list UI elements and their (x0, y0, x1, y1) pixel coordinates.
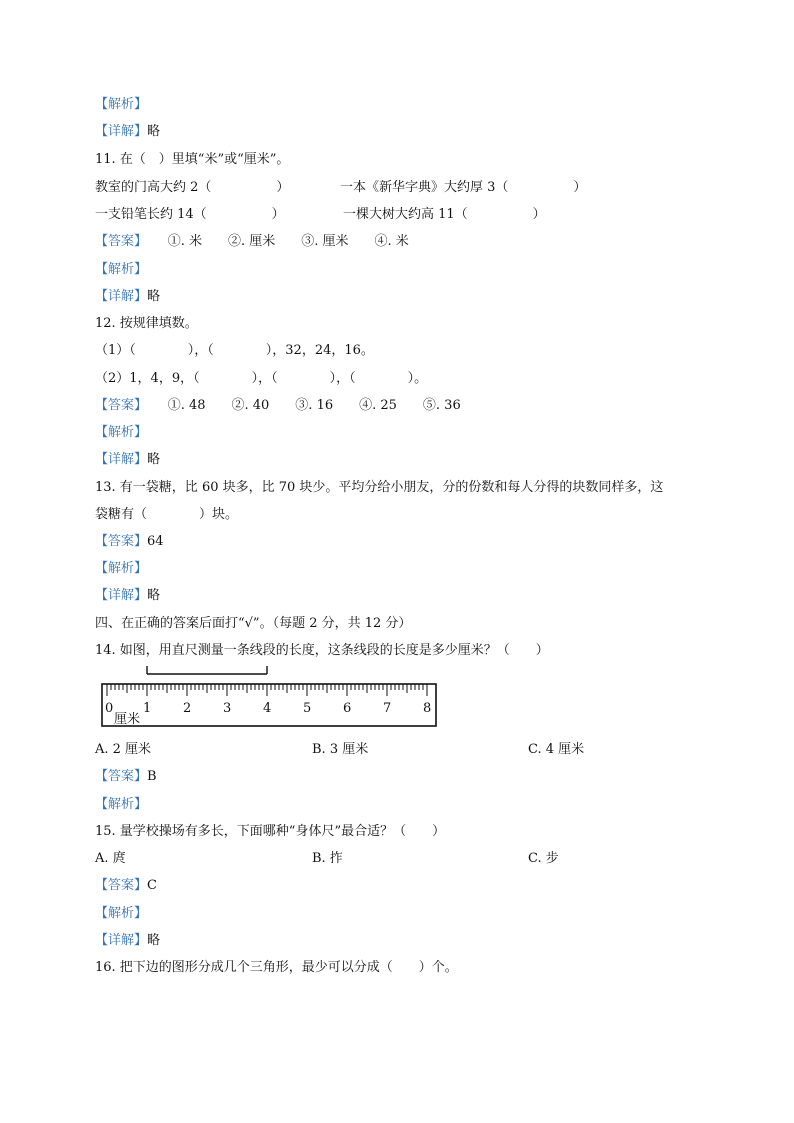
q11-answer-line (95, 233, 409, 251)
q14-stem: 14. 如图，用直尺测量一条线段的长度，这条线段的长度是多少厘米？（ ） (95, 643, 549, 658)
q12-answer-line (95, 397, 461, 415)
q11-row1-right: 一本《新华字典》大约厚 3（ ） (340, 180, 587, 195)
q10-detail-line (95, 123, 160, 141)
q14-option-c[interactable]: C. 4 厘米 (528, 742, 585, 757)
ruler-svg (100, 666, 440, 730)
q14-option-b[interactable]: B. 3 厘米 (312, 742, 369, 757)
q13-answer-text: 64 (147, 534, 164, 549)
ruler-number-label: 1 (143, 701, 152, 716)
q15-answer-line (95, 877, 157, 895)
analysis-tag: 【解析】 (95, 97, 148, 112)
q11-answer-text: ①. 米 ②. 厘米 ③. 厘米 ④. 米 (167, 234, 409, 249)
analysis-tag: 【解析】 (95, 561, 148, 576)
answer-tag: 【答案】 (95, 398, 148, 413)
q11-row1-left: 教室的门高大约 2（ ） (95, 180, 290, 195)
section4-heading: 四、在正确的答案后面打“√”。（每题 2 分，共 12 分） (95, 616, 412, 631)
q15-answer-text: C (147, 878, 157, 893)
q14-answer-line (95, 768, 157, 786)
detail-tag: 【详解】 (95, 933, 148, 948)
q11-detail-text: 略 (147, 289, 161, 304)
q15-option-a[interactable]: A. 庹 (95, 851, 126, 866)
q11-row2-right: 一棵大树大约高 11（ ） (343, 207, 546, 222)
q13-detail-line (95, 587, 160, 605)
q12-analysis-line (95, 424, 147, 442)
q14-answer-text: B (147, 769, 157, 784)
q15-option-b[interactable]: B. 拃 (312, 851, 343, 866)
ruler-number-label: 5 (303, 701, 312, 716)
q12-part2: （2）1，4，9，（ ），（ ），（ ）。 (95, 371, 428, 386)
q16-stem: 16. 把下边的图形分成几个三角形，最少可以分成（ ）个。 (95, 960, 458, 975)
ruler-number-label: 8 (423, 701, 432, 716)
ruler-number-label: 4 (263, 701, 272, 716)
q13-stem-line1: 13. 有一袋糖，比 60 块多，比 70 块少。平均分给小朋友，分的份数和每人分得的块数同样多，这 (95, 480, 664, 495)
ruler-number-label: 6 (343, 701, 352, 716)
q12-stem: 12. 按规律填数。 (95, 316, 198, 331)
ruler-zero-label: 0 (105, 701, 114, 716)
analysis-tag: 【解析】 (95, 262, 148, 277)
detail-tag: 【详解】 (95, 289, 148, 304)
q10-analysis-line (95, 96, 147, 114)
ruler-number-label: 7 (383, 701, 392, 716)
analysis-tag: 【解析】 (95, 906, 148, 921)
answer-tag: 【答案】 (95, 878, 148, 893)
q13-answer-line (95, 533, 164, 551)
q13-detail-text: 略 (147, 588, 161, 603)
q12-detail-line (95, 451, 160, 469)
answer-tag: 【答案】 (95, 534, 148, 549)
q12-part1: （1）（ ），（ ），32，24，16。 (95, 343, 374, 358)
q12-detail-text: 略 (147, 452, 161, 467)
q13-stem-line2: 袋糖有（ ）块。 (95, 507, 239, 522)
answer-tag: 【答案】 (95, 769, 148, 784)
q11-stem: 11. 在（ ）里填“米”或“厘米”。 (95, 152, 290, 167)
analysis-tag: 【解析】 (95, 425, 148, 440)
q15-option-c[interactable]: C. 步 (528, 851, 559, 866)
q15-detail-text: 略 (147, 933, 161, 948)
q15-analysis-line (95, 905, 147, 923)
q14-analysis-line (95, 796, 147, 814)
q11-analysis-line (95, 261, 147, 279)
answer-tag: 【答案】 (95, 234, 148, 249)
q13-analysis-line (95, 560, 147, 578)
detail-tag: 【详解】 (95, 124, 148, 139)
q11-detail-line (95, 288, 160, 306)
q10-detail-text: 略 (147, 124, 161, 139)
ruler-unit-label: 厘米 (114, 712, 141, 727)
detail-tag: 【详解】 (95, 588, 148, 603)
q11-row2-left: 一支铅笔长约 14（ ） (95, 207, 285, 222)
q14-option-a[interactable]: A. 2 厘米 (95, 742, 152, 757)
ruler-number-label: 3 (223, 701, 232, 716)
detail-tag: 【详解】 (95, 452, 148, 467)
ruler-figure (100, 666, 440, 730)
ruler-number-label: 2 (183, 701, 192, 716)
q15-detail-line (95, 932, 160, 950)
analysis-tag: 【解析】 (95, 797, 148, 812)
q15-stem: 15. 量学校操场有多长，下面哪种“身体尺”最合适？（ ） (95, 824, 446, 839)
q12-answer-text: ①. 48 ②. 40 ③. 16 ④. 25 ⑤. 36 (167, 398, 461, 413)
